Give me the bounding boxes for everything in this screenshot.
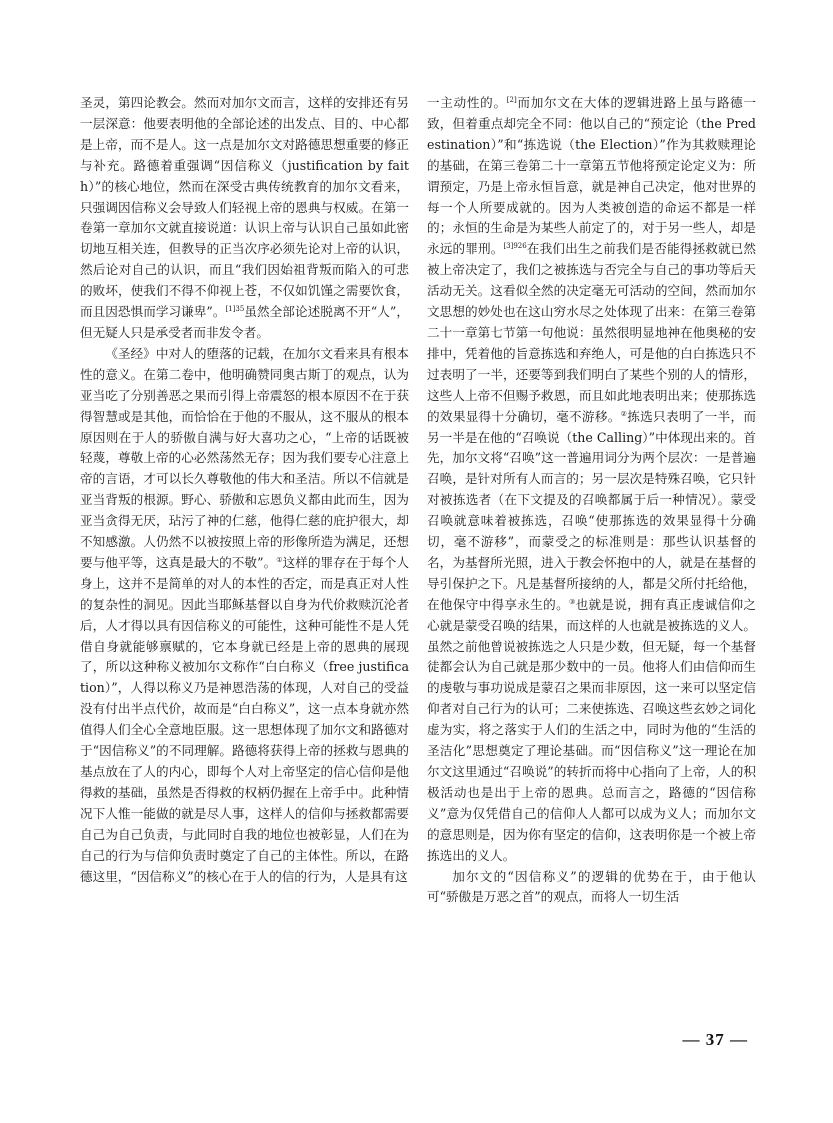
paragraph-text: 虽然全部论述脱离不开“人”，但无疑人只是承受者而非发令者。 (80, 304, 409, 340)
citation-ref: [1]35 (225, 305, 245, 314)
citation-ref: [2] (506, 96, 517, 104)
paragraph-text: 圣灵，第四论教会。然而对加尔文而言，这样的安排还有另一层深意：他要表明他的全部论述的出发点、目的、中心都是上帝，而不是人。这一点是加尔文对路德思想重要的修正与补充。路德着重强调“因信称义（justification by faith）”的核心地位，然而在深受古典传统教育的加尔文看来，只强调因信称义会导致人们轻视上帝的恩典与权威。在第一卷第一章加尔文就直接说道：认识上帝与认识自己虽如此密切地互相关连，但教导的正当次序必须先论对上帝的认识，然后论对自己的认识，而且“我们因始祖背叛而陷入的可悲的败坏，使我们不得不仰视上苍，不仅如饥馑之需要饮食，而且因恐惧而学习谦卑”。 (80, 95, 409, 320)
footnote-ref: ③ (569, 597, 576, 606)
paragraph-text: 《圣经》中对人的堕落的记载，在加尔文看来具有根本性的意义。在第二卷中，他明确赞同奥古斯丁的观点，认为亚当吃了分别善恶之果而引得上帝震怒的根本原因不在于获得智慧或是其他，而恰恰在于他的不服从，这不服从的根本原因则在于人的骄傲自满与好大喜功之心，“上帝的话既被轻蔑，尊敬上帝的心必然荡然无存；因为我们要专心注意上帝的言语，才可以长久尊敬他的伟大和圣洁。所以不信就是亚当背叛的根源。野心、骄傲和忘恩负义都由此而生，因为亚当贪得无厌，玷污了神的仁慈，他得仁慈的庇护很大，却不知感激。人仍然不以被按照上帝的形像所造为满足，还想要与他平等，这真是最大的不敬”。 (80, 345, 409, 570)
citation-ref: [3]926 (503, 242, 527, 251)
left-column (80, 93, 409, 887)
page-number: — 37 — (682, 1030, 748, 1049)
paragraph-text: 加尔文的“因信称义”的逻辑的优势在于，由于他认可“骄傲是万恶之首”的观点，而将人一切生活 (427, 868, 756, 905)
paragraph (80, 344, 409, 888)
paragraph (427, 93, 756, 867)
paragraph-text: 而加尔文在大体的逻辑进路上虽与路德一致，但着重点却完全不同：他以自己的“预定论（the Predestination）”和“拣选说（the Election）”作为其救赎理论的基础，在第三卷第二十一章第五节他将预定论定义为：所谓预定，乃是上帝永恒旨意，就是神自己决定，他对世界的每一个人所要成就的。因为人类被创造的命运不都是一样的；永恒的生命是为某些人前定了的，对于另一些人，却是永远的罪刑。 (427, 95, 757, 257)
paragraph (427, 867, 756, 909)
right-column (427, 93, 756, 908)
paragraph (80, 93, 409, 344)
paragraph-text: 拣选只表明了一半，而另一半是在他的“召唤说（the Calling）”中体现出来的。首先，加尔文将“召唤”这一普遍用词分为两个层次：一是普遍召唤，是针对所有人而言的；另一层次是特殊召唤，它只针对被拣选者（在下文提及的召唤都属于后一种情况）。蒙受召唤就意味着被拣选，召唤“使那拣选的效果显得十分确切，毫不游移”，而蒙受之的标准则是：那些认识基督的名，为基督所光照，进入于教会怀抱中的人，就是在基督的导引保护之下。凡是基督所接纳的人，都是父所付托给他，在他保守中得享永生的。 (427, 408, 757, 612)
paragraph-text: 也就是说，拥有真正虔诚信仰之心就是蒙受召唤的结果，而这样的人也就是被拣选的义人。虽然之前他曾说被拣选之人只是少数，但无疑，每一个基督徒都会认为自己就是那少数中的一员。他将人们由信仰而生的虔敬与事功说成是蒙召之果而非原因，这一来可以坚定信仰者对自己行为的认可；二来使拣选、召唤这些玄妙之词化虚为实，将之落实于人们的生活之中，同时为他的“生活的圣洁化”思想奠定了理论基础。而“因信称义”这一理论在加尔文这里通过“召唤说”的转折而将中心指向了上帝，人的积极活动也是出于上帝的恩典。总而言之，路德的“因信称义”意为仅凭借自己的信仰人人都可以成为义人；而加尔文的意思则是，因为你有坚定的信仰，这表明你是一个被上帝拣选出的义人。 (427, 596, 757, 863)
footnote-ref: ① (276, 555, 283, 564)
footnote-ref: ② (620, 409, 628, 418)
paragraph-text: 这样的罪存在于每个人身上，这并不是简单的对人的本性的否定，而是真正对人性的复杂性的洞见。因此当耶稣基督以自身为代价救赎沉沦者后，人才得以具有因信称义的可能性，这种可能性不是人凭借自身就能够禀赋的，它本身就已经是上帝的恩典的展现了，所以这种称义被加尔文称作“白白称义（free justification）”，人得以称义乃是神恩浩荡的体现，人对自己的受益没有付出半点代价，故而是“白白称义”，这一点本身就亦然值得人们全心全意地臣服。这一思想体现了加尔文和路德对于“因信称义”的不同理解。路德将获得上帝的拯救与恩典的基点放在了人的内心，即每个人对上帝坚定的信心信仰是他得救的基础，虽然是否得救的权柄仍握在上帝手中。此种情况下人惟一能做的就是尽人事，这样人的信仰与拯救都需要自己为自己负责，与此同时自我的地位也被彰显，人们在为自己的行为与信仰负责时奠定了自己的主体性。所以，在路德这里，“因信称义”的核心在于人的信的行为，人是具有这 (80, 554, 410, 884)
paragraph-text: 一主动性的。 (427, 95, 507, 110)
paragraph-text: 在我们出生之前我们是否能得拯救就已然被上帝决定了，我们之被拣选与否完全与自己的事功等后天活动无关。这看似全然的决定毫无可活动的空间，然而加尔文思想的妙处也在这山穷水尽之处体现了出来：在第三卷第二十一章第七节第一句他说：虽然很明显地神在他奥秘的安排中，凭着他的旨意拣选和弃绝人，可是他的白白拣选只不过表明了一半，还要等到我们明白了某些个别的人的情形，这些人上帝不但赐予救恩，而且如此地表明出来；使那拣选的效果显得十分确切，毫不游移。 (427, 241, 757, 424)
